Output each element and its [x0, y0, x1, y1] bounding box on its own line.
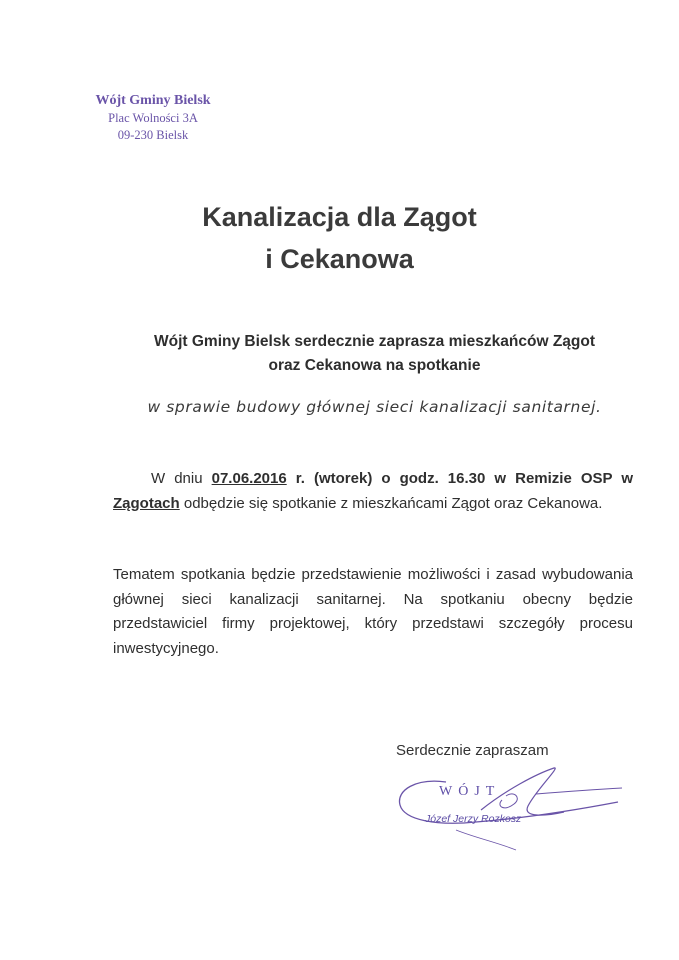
title-line-2: i Cekanowa: [265, 244, 414, 274]
invitation-line-2: oraz Cekanowa na spotkanie: [268, 357, 481, 374]
letterhead-street: Plac Wolności 3A: [108, 111, 198, 125]
meeting-date: 07.06.2016: [211, 470, 287, 487]
document-title: [0, 196, 679, 280]
meeting-time-place: r. (wtorek) o godz. 16.30 w Remizie OSP w: [286, 470, 633, 487]
paragraph-date-place: [113, 467, 633, 516]
paragraph-subject: Tematem spotkania będzie przedstawienie możliwości i zasad wybudowania głównej sieci kanalizacji sanitarnej. Na spotkaniu obecny będzie przedstawiciel firmy projektowej, który przedstawi szczegóły procesu inwestycyjnego.: [113, 566, 633, 657]
invitation-text: [100, 330, 649, 378]
stamp-title: WÓJT: [439, 784, 501, 799]
title-line-1: Kanalizacja dla Zągot: [202, 202, 477, 232]
paragraph1-pre: W dniu: [151, 470, 212, 487]
signature-image: [386, 760, 626, 860]
paragraph1-post: odbędzie się spotkanie z mieszkańcami Zągot oraz Cekanowa.: [179, 494, 603, 512]
letterhead: [70, 91, 236, 144]
letterhead-name: Wójt Gminy Bielsk: [95, 93, 211, 108]
letterhead-city: 09-230 Bielsk: [117, 128, 189, 142]
invitation-line-1: Wójt Gminy Bielsk serdecznie zaprasza mieszkańców Zągot: [153, 333, 596, 350]
closing-phrase: Serdecznie zapraszam: [396, 742, 549, 759]
stamp-name: Józef Jerzy Rozkosz: [425, 813, 522, 825]
meeting-topic: w sprawie budowy głównej sieci kanalizacji sanitarnej.: [147, 398, 602, 416]
meeting-village: Zągotach: [113, 494, 180, 512]
